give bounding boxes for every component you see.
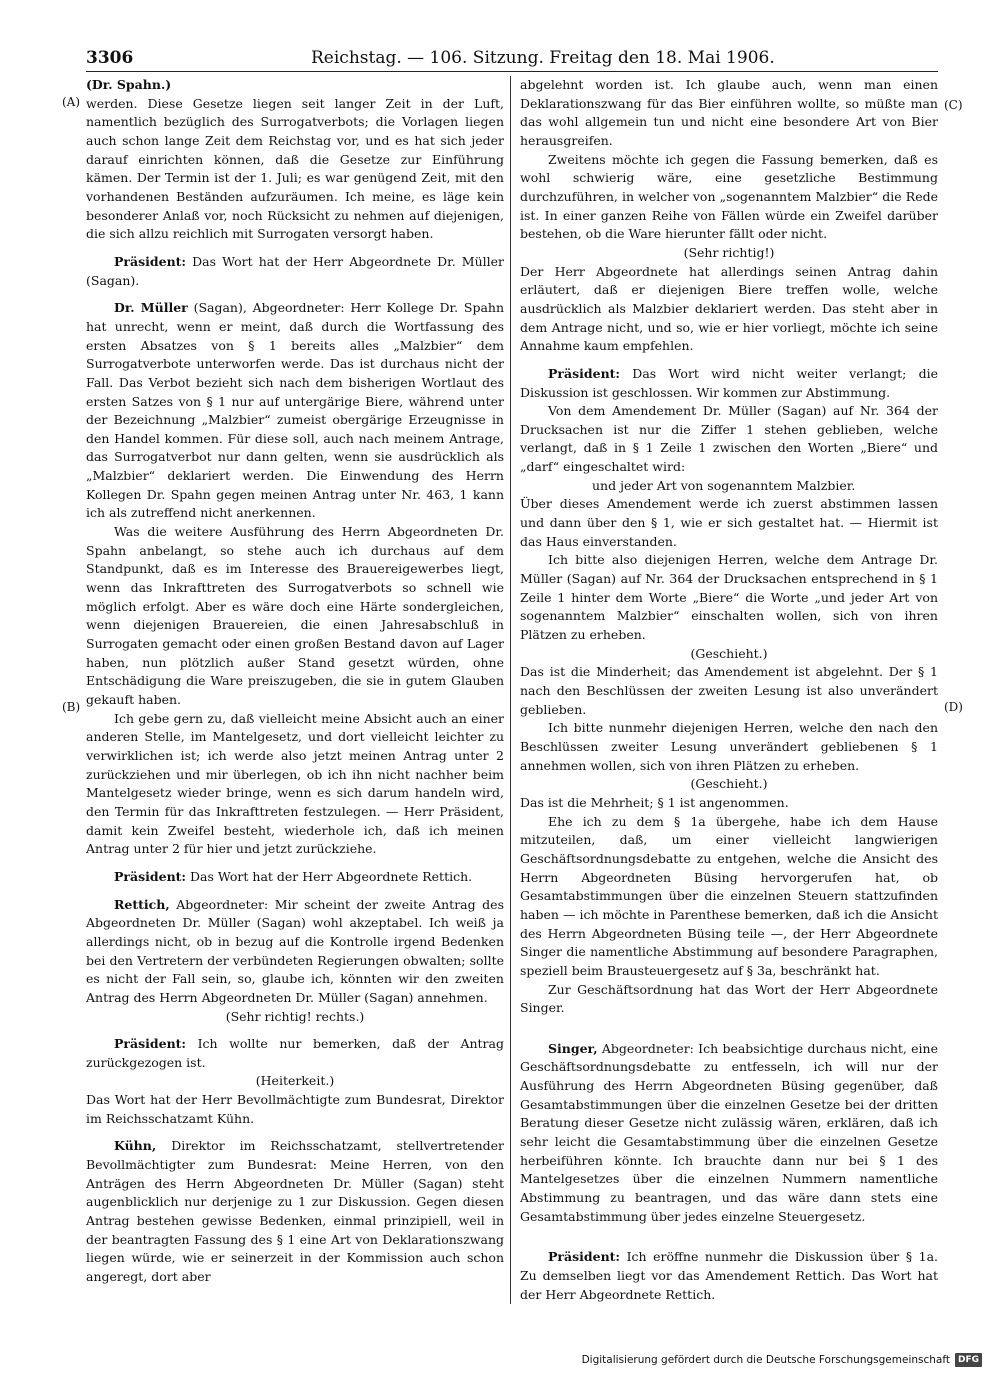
quoted-amendment: und jeder Art von sogenanntem Malzbier. [592,477,856,493]
paragraph [520,1248,938,1304]
header-rule [86,71,938,72]
page-title: Reichstag. — 106. Sitzung. Freitag den 18. Mai 1906. [311,48,775,68]
paragraph: Über dieses Amendement werde ich zuerst abstimmen lassen und dann über den § 1, wie er sich gestaltet hat. — Hiermit ist das Haus einverstanden. [520,496,938,549]
page-number: 3306 [86,48,134,68]
paragraph: Ich gebe gern zu, daß vielleicht meine Absicht auch an einer anderen Stelle, im Mantelgesetz, und dort vielleicht leichter zu verwirklichen ist; ich werde also jetzt meinen Antrag unter 2 zurückziehen und mir überlegen, ob ich ihn nicht nachher beim Mantelgesetz wieder bringe, wenn es sich darum handeln wird, den Termin für das Inkrafttreten festzulegen. — Herr Präsident, damit kein Zweifel besteht, wiederhole ich, daß ich meinen Antrag unter 2 für hier und jetzt zurückziehe. [86,710,504,857]
paragraph [86,1137,504,1286]
speaker-name: Dr. Müller [114,300,188,316]
reaction: (Geschieht.) [690,776,768,792]
margin-mark-a: (A) [62,95,81,109]
speech-text: Das Wort hat der Herr Abgeordnete Dr. Müller (Sagan). [86,253,504,288]
speech-text: Abgeordneter: Ich beabsichtige durchaus nicht, eine Geschäftsordnungsdebatte zu entfesseln, ich will nur der Ausführung des Herrn Abgeordneten Büsing gegenüber, daß Gesamtabstimmungen über die einzelnen Gesetze bei der dritten Beratung dieser Gesetze nicht zulässig wären, erklären, daß ich sehr leicht die Gesamtabstimmung über die einzelnen Gesetze herbeiführen könnte. Ich brauchte dann nur bei § 1 des Mantelgesetzes über die einzelnen Nummern namentliche Abstimmung zu beantragen, und das wäre dann stets eine Gesamtabstimmung über jedes einzelne Steuergesetz. [520,1040,938,1224]
paragraph [86,299,504,523]
reaction: (Geschieht.) [690,645,768,661]
left-column [86,76,504,1287]
speaker-name: Präsident: [114,253,187,269]
speaker-name: Kühn, [114,1138,157,1154]
paragraph [86,868,504,887]
paragraph: Ehe ich zu dem § 1a übergehe, habe ich dem Hause mitzuteilen, daß, um einer vielleicht langwierigen Geschäftsordnungsdebatte zu entgehen, welche die Ansicht des Herrn Abgeordneten Büsing hervorgerufen hat, ob Gesamtabstimmungen über die einzelnen Steuern stattzufinden haben — ich möchte in Parenthese bemerken, daß ich die Ansicht des Herrn Abgeordneten Büsing teile —, der Herr Abgeordnete Singer die namentliche Abstimmung auf besondere Paragraphen, speziell beim Brausteuergesetz auf § 3a, beschränkt hat. [520,813,938,978]
speaker-name: Rettich, [114,896,170,912]
speech-text: Ich eröffne nunmehr die Diskussion über § 1a. Zu demselben liegt vor das Amendement Rettich. Das Wort hat der Herr Abgeordnete Rettich. [520,1249,939,1302]
speech-text: Das Wort wird nicht weiter verlangt; die Diskussion ist geschlossen. Wir kommen zur Abstimmung. [520,365,938,400]
speech-text: Abgeordneter: Mir scheint der zweite Antrag des Abgeordneten Dr. Müller (Sagan) wohl akzeptabel. Ich weiß ja allerdings nicht, ob in bezug auf die Kontrolle irgend Bedenken bei den Vertretern der verbündeten Regierungen obwalten; sollte es nicht der Fall sein, so, glaube ich, könnten wir den zweiten Antrag des Herrn Abgeordneten Dr. Müller (Sagan) annehmen. [86,896,504,1005]
page-header [86,46,938,70]
paragraph [520,1040,938,1227]
paragraph: werden. Diese Gesetze liegen seit langer Zeit in der Luft, namentlich bezüglich des Surrogatverbots; die Vorlagen liegen auch schon lange Zeit dem Reichstag vor, und es hat sich jeder darauf einrichten können, daß die Gesetze zur Einführung kämen. Der Termin ist der 1. Juli; es war genügend Zeit, mit den vorhandenen Beständen aufzuräumen. Ich meine, es läge kein besonderer Anlaß vor, noch Rücksicht zu nehmen auf diejenigen, die sich allzu reichlich mit Surrogaten versorgt haben. [86,95,504,242]
margin-mark-b: (B) [62,700,81,714]
speaker-name: Präsident: [548,365,621,381]
speaker-name: Präsident: [114,1036,187,1052]
reaction: (Sehr richtig!) [683,244,775,260]
speech-text: (Sagan), Abgeordneter: Herr Kollege Dr. Spahn hat unrecht, wenn er meint, daß durch die Wortfassung des ersten Absatzes von § 1 bereits alles „Malzbier“ dem Surrogatverbote unterworfen werde. Das ist durchaus nicht der Fall. Das Verbot bezieht sich nach dem bisherigen Wortlaut des ersten Satzes von § 1 nur auf untergärige Biere, während unter der Bezeichnung „Malzbier“ zumeist obergärige Erzeugnisse in den Handel kommen. Für diese soll, auch nach meinem Antrage, das Surrogatverbot nur dann gelten, wenn sie ausdrücklich als „Malzbier“ deklariert werden. Die Einwendung des Herrn Kollegen Dr. Spahn gegen meinen Antrag unter Nr. 463, 1 kann ich als zutreffend nicht anerkennen. [86,300,504,521]
paragraph: Das ist die Mehrheit; § 1 ist angenommen. [520,794,789,810]
reaction: (Heiterkeit.) [255,1073,335,1089]
footer-text: Digitalisierung gefördert durch die Deutsche Forschungsgemeinschaft [581,1354,950,1366]
paragraph: Das ist die Minderheit; das Amendement ist abgelehnt. Der § 1 nach den Beschlüssen der zweiten Lesung ist also unverändert geblieben. [520,664,938,717]
digitization-credit [582,1351,982,1369]
paragraph: abgelehnt worden ist. Ich glaube auch, wenn man einen Deklarationszwang für das Bier einführen wollte, so müßte man das wohl allgemein tun und nicht eine besondere Art von Bier herausgreifen. [520,77,938,148]
paragraph: Zur Geschäftsordnung hat das Wort der Herr Abgeordnete Singer. [520,981,938,1016]
margin-mark-c: (C) [944,98,963,112]
paragraph [86,896,504,1008]
paragraph: Ich bitte nunmehr diejenigen Herren, welche den nach den Beschlüssen zweiter Lesung unverändert gebliebenen § 1 annehmen wollen, sich von ihren Plätzen zu erheben. [520,720,938,773]
speech-text: Das Wort hat der Herr Abgeordnete Rettich. [190,868,473,884]
paragraph [520,365,938,402]
paragraph: Das Wort hat der Herr Bevollmächtigte zum Bundesrat, Direktor im Reichsschatzamt Kühn. [86,1092,504,1126]
dfg-logo: DFG [955,1353,982,1367]
right-column [520,76,938,1304]
speaker-name: Präsident: [114,868,187,884]
speech-text: Direktor im Reichsschatzamt, stellvertretender Bevollmächtigter zum Bundesrat: Meine Herren, von den Anträgen des Herrn Abgeordneten Dr. Müller (Sagan) steht augenblicklich nur derjenige zu 1 zur Diskussion. Gegen diesen Antrag bestehen gewisse Bedenken, einmal prinzipiell, weil in der beantragten Fassung des § 1 eine Art von Deklarationszwang liegen würde, wie er seinerzeit in der Kommission auch schon angeregt, dort aber [86,1138,505,1285]
margin-mark-d: (D) [944,700,963,714]
paragraph [86,253,504,290]
paragraph: Der Herr Abgeordnete hat allerdings seinen Antrag dahin erläutert, daß er diejenigen Biere treffen wolle, welche ausdrücklich als Malzbier deklariert werden. Das steht aber in dem Antrage nicht, und so, wie er hier vorliegt, möchte ich seine Annahme kaum empfehlen. [520,263,938,354]
speech-text: Ich wollte nur bemerken, daß der Antrag zurückgezogen ist. [86,1036,504,1070]
paragraph: Was die weitere Ausführung des Herrn Abgeordneten Dr. Spahn anbelangt, so stehe auch ich durchaus auf dem Standpunkt, daß es im Interesse des Brauereigewerbes liegt, wenn das Inkrafttreten des Surrogatverbots so schnell wie möglich erfolgt. Aber es wäre doch eine Härte sondergleichen, wenn diejenigen Brauereien, die einen Jahresabschluß in Surrogaten gemacht oder einen großen Bestand davon auf Lager haben, nun plötzlich außer Stand gesetzt würden, ohne Entschädigung die Ware preiszugeben, die sie in gutem Glauben gekauft haben. [86,524,504,707]
column-divider [510,76,511,1304]
speaker-name: Präsident: [548,1249,621,1265]
speaker-name: Singer, [548,1040,598,1056]
paragraph: Von dem Amendement Dr. Müller (Sagan) auf Nr. 364 der Drucksachen ist nur die Ziffer 1 stehen geblieben, welche verlangt, daß in § 1 Zeile 1 zwischen den Worten „Biere“ und „darf“ eingeschaltet wird: [520,403,938,475]
reaction: (Sehr richtig! rechts.) [225,1008,365,1024]
paragraph: Ich bitte also diejenigen Herren, welche dem Antrage Dr. Müller (Sagan) auf Nr. 364 der Drucksachen entsprechend in § 1 Zeile 1 hinter dem Worte „Biere“ die Worte „und jeder Art von sogenanntem Malzbier“ einschalten wollen, sich von ihren Plätzen zu erheben. [520,552,938,643]
paragraph [86,1035,504,1072]
paragraph: Zweitens möchte ich gegen die Fassung bemerken, daß es wohl schwierig wäre, eine gesetzliche Bestimmung durchzuführen, in welcher von „sogenanntem Malzbier“ die Rede ist. In einer ganzen Reihe von Fällen würde ein Zweifel darüber bestehen, ob die Ware hierunter fällt oder nicht. [520,151,938,242]
speaker-reference: (Dr. Spahn.) [86,77,172,92]
